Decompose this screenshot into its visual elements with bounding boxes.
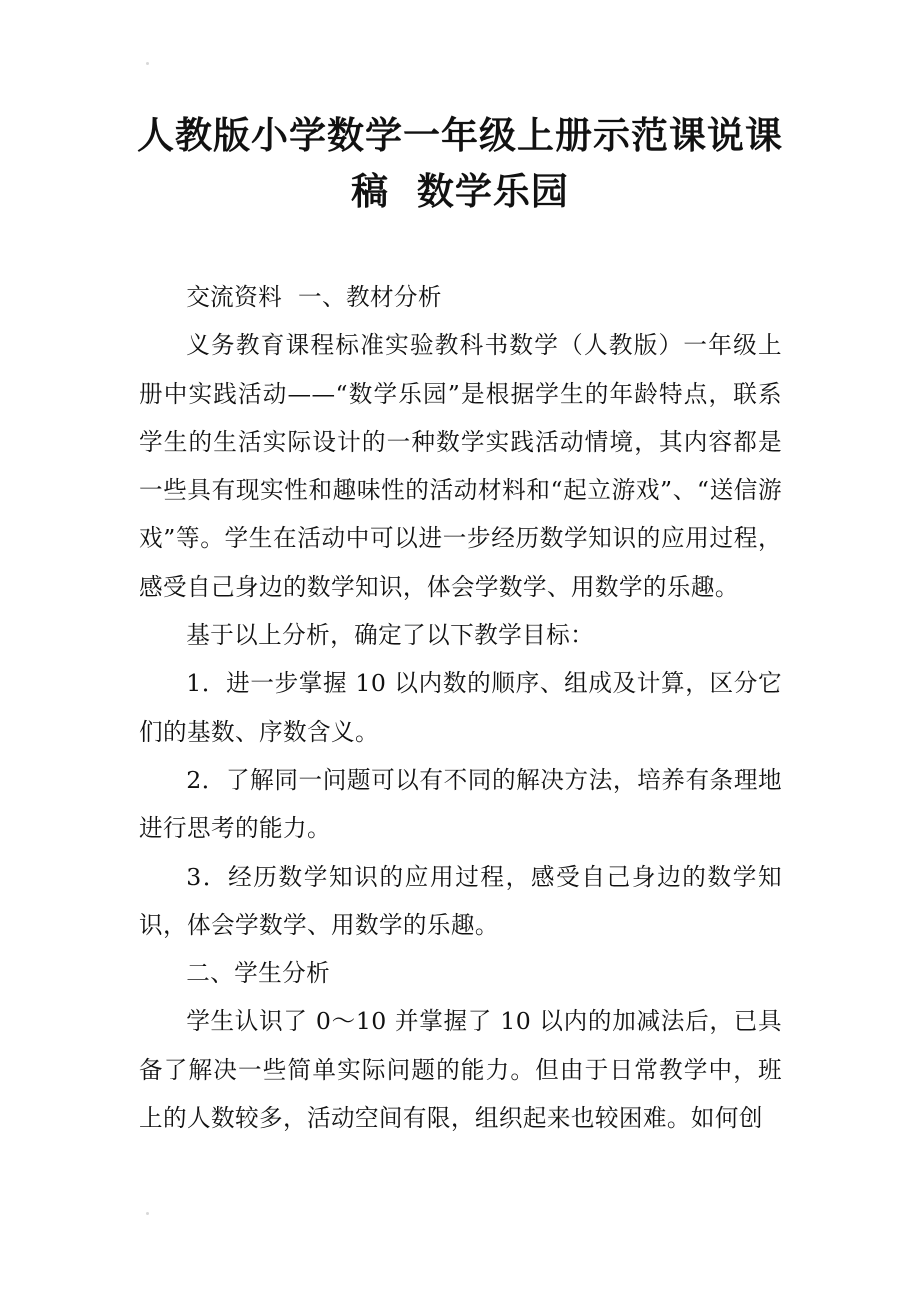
title-line-1: 人教版小学数学一年级上册示范课说课 [137,114,783,157]
paragraph: 基于以上分析，确定了以下教学目标： [186,621,595,650]
paragraph-goal: 2．了解同一问题可以有不同的解决方法，培养有条理地进行思考的能力。 [139,765,782,843]
scan-dot [146,1212,149,1215]
document-title [120,108,800,220]
scan-dot [146,62,149,65]
paragraph-section-heading: 交流资料 一、教材分析 [186,283,442,311]
paragraph: 义务教育课程标准实验教科书数学（人教版）一年级上册中实践活动——“数学乐园”是根据学生的年龄特点，联系学生的生活实际设计的一种数学实践活动情境，其内容都是一些具有现实性和趣味性的活动材料和“起立游戏”、“送信游戏”等。学生在活动中可以进一步经历数学知识的应用过程，感受自己身边的数学知识，体会学数学、用数学的乐趣。 [139,331,782,601]
paragraph-section-heading: 二、学生分析 [186,959,331,988]
title-line-2: 稿 数学乐园 [351,170,569,213]
paragraph: 学生认识了 0～10 并掌握了 10 以内的加减法后，已具备了解决一些简单实际问题的能力。但由于日常教学中，班上的人数较多，活动空间有限，组织起来也较困难。如何创 [139,1007,782,1133]
paragraph-goal: 1．进一步掌握 10 以内数的顺序、组成及计算，区分它们的基数、序数含义。 [139,669,782,746]
paragraph-goal: 3．经历数学知识的应用过程，感受自己身边的数学知识，体会学数学、用数学的乐趣。 [139,862,782,939]
document-body [139,273,782,1142]
